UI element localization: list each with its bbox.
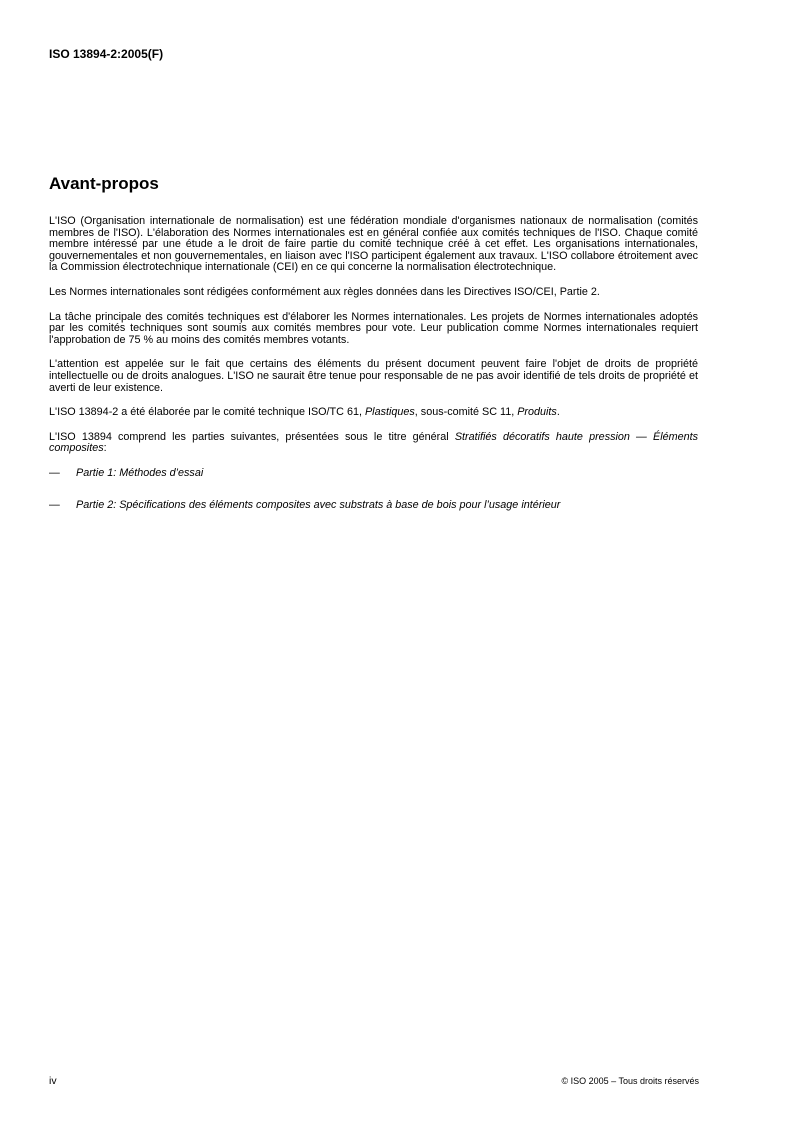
paragraph-prepared-by	[49, 407, 698, 419]
prepared-by-text-2: , sous-comité SC 11,	[414, 406, 518, 419]
subcommittee-name: Produits	[517, 406, 557, 419]
foreword-body	[49, 216, 698, 531]
paragraph-technical-committees: La tâche principale des comités techniques est d'élaborer les Normes internationales. Les projets de Normes internationales adoptés par les comités techniques sont soumis aux comités membres pour vote. Leur publication comme Normes internationales requiert l'approbation de 75 % au moins des comités membres votants.	[49, 310, 698, 346]
list-item	[49, 500, 698, 512]
em-dash: —	[49, 466, 60, 479]
em-dash: —	[49, 498, 60, 511]
part-1-label: Partie 1: Méthodes d’essai	[76, 466, 204, 479]
paragraph-parts-intro	[49, 432, 698, 455]
paragraph-iso-organisation: L'ISO (Organisation internationale de normalisation) est une fédération mondiale d'organismes nationaux de normalisation (comités membres de l'ISO). L'élaboration des Normes internationales est en général confiée aux comités techniques de l'ISO. Chaque comité membre intéressé par une étude a le droit de faire partie du comité technique créé à cet effet. Les organisations internationales, gouvernementales et non gouvernementales, en liaison avec l'ISO participent également aux travaux. L'ISO collabore étroitement avec la Commission électrotechnique internationale (CEI) en ce qui concerne la normalisation électrotechnique.	[49, 215, 698, 274]
copyright-notice: © ISO 2005 – Tous droits réservés	[561, 1076, 699, 1086]
list-item	[49, 468, 698, 480]
paragraph-directives: Les Normes internationales sont rédigées conformément aux règles données dans les Directives ISO/CEI, Partie 2.	[49, 285, 600, 298]
page-title: Avant-propos	[49, 174, 159, 193]
page-number: iv	[49, 1075, 57, 1087]
parts-intro-colon: :	[103, 442, 107, 455]
part-2-label: Partie 2: Spécifications des éléments composites avec substrats à base de bois pour l’usage intérieur	[76, 498, 561, 511]
document-id: ISO 13894-2:2005(F)	[49, 47, 164, 61]
parts-intro-text: L'ISO 13894 comprend les parties suivantes, présentées sous le titre général	[49, 430, 455, 443]
committee-name: Plastiques	[364, 406, 415, 419]
prepared-by-text: L'ISO 13894-2 a été élaborée par le comité technique ISO/TC 61,	[49, 406, 365, 419]
paragraph-patent-rights: L'attention est appelée sur le fait que certains des éléments du présent document peuvent faire l'objet de droits de propriété intellectuelle ou de droits analogues. L'ISO ne saurait être tenue pour responsable de ne pas avoir identifié de tels droits de propriété et averti de leur existence.	[49, 358, 698, 394]
prepared-by-text-3: .	[556, 406, 560, 419]
general-title: Stratifiés décoratifs haute pression — Éléments composites	[49, 430, 698, 455]
